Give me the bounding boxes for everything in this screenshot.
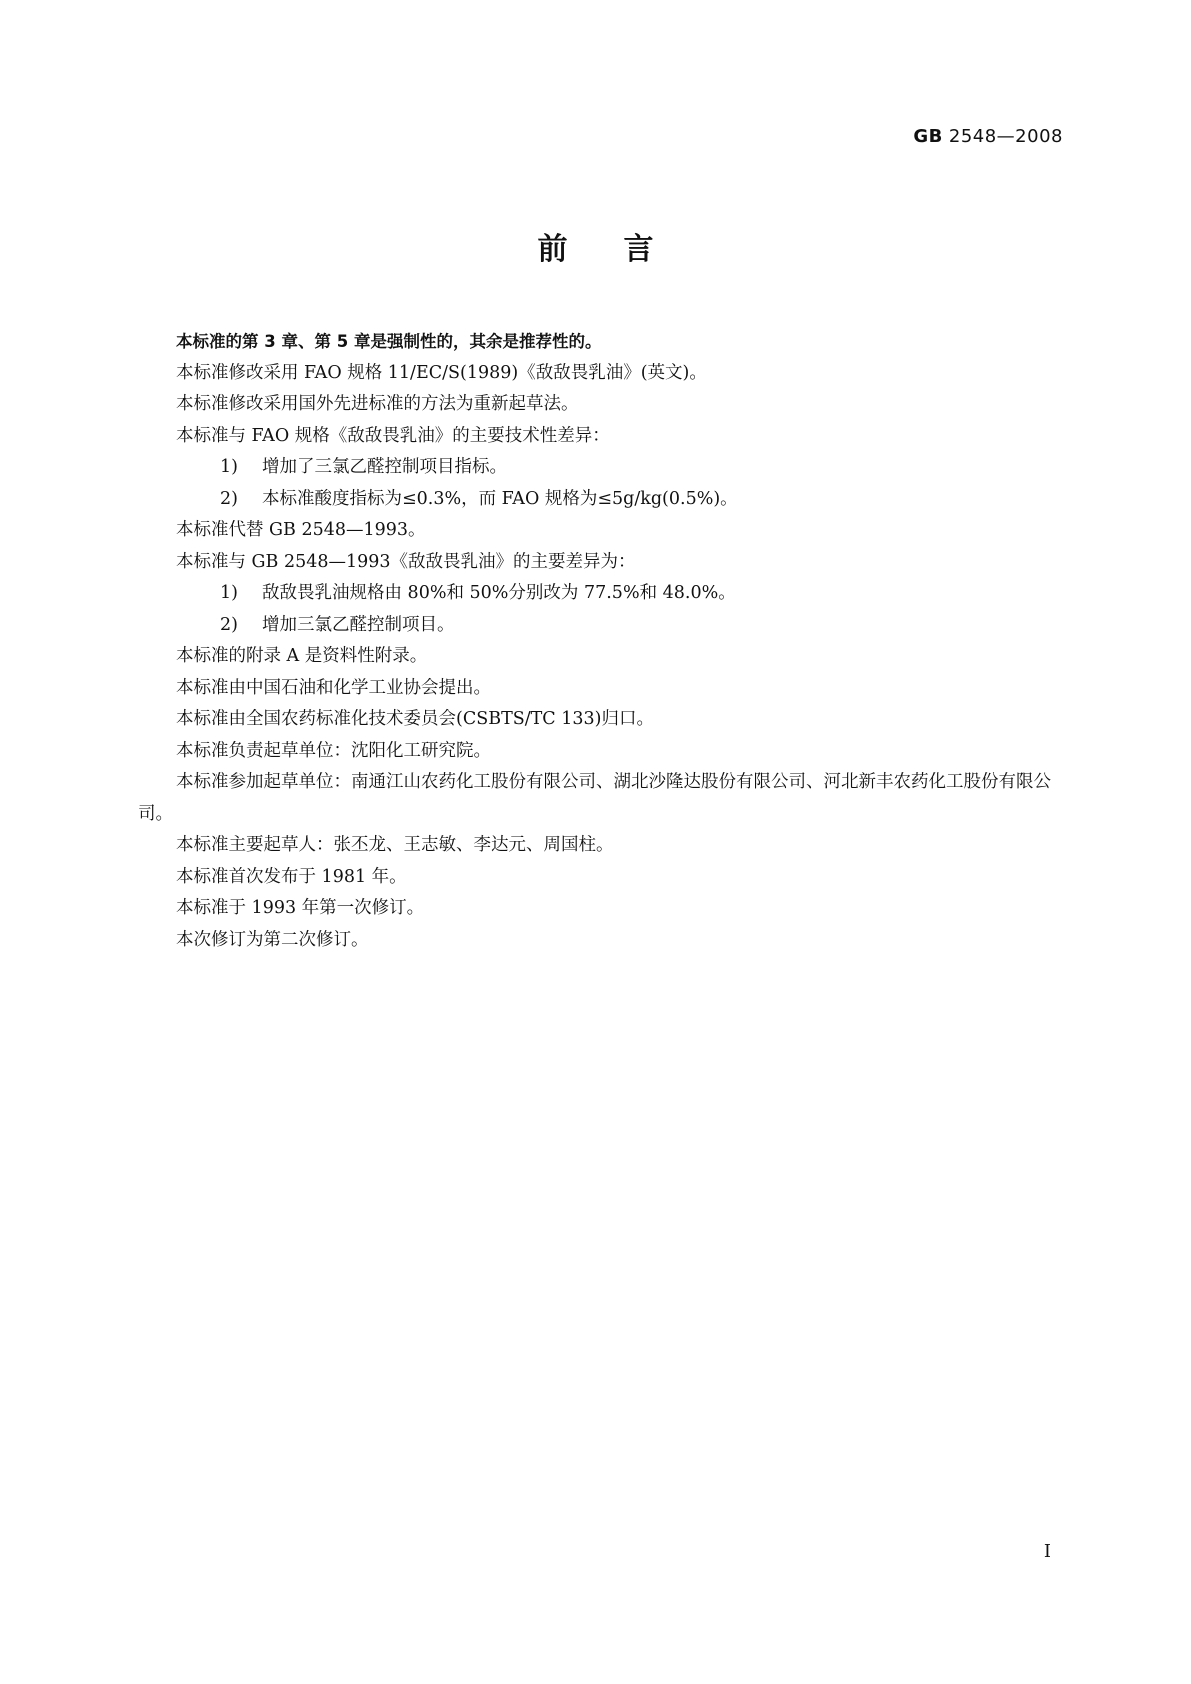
- lead-drafter-unit: 本标准负责起草单位：沈阳化工研究院。: [176, 740, 491, 761]
- proposer-statement: 本标准由中国石油和化学工业协会提出。: [176, 677, 491, 698]
- mandatory-statement: 本标准的第 3 章、第 5 章是强制性的，其余是推荐性的。: [176, 332, 602, 351]
- page-title: 前言: [537, 232, 710, 267]
- foreword-body: [138, 326, 1058, 956]
- participating-units: 本标准参加起草单位：南通江山农药化工股份有限公司、湖北沙隆达股份有限公司、河北新丰农药化工股份有限公司。: [138, 772, 1051, 824]
- replaces-statement: 本标准代替 GB 2548—1993。: [176, 520, 426, 540]
- first-publication: 本标准首次发布于 1981 年。: [176, 866, 407, 887]
- fao-difference-item: [138, 484, 1058, 516]
- list-text: 增加了三氯乙醛控制项目指标。: [262, 457, 507, 477]
- second-revision: 本次修订为第二次修订。: [176, 929, 369, 950]
- standard-number: [913, 126, 1063, 147]
- change-item: [138, 578, 1058, 610]
- adoption-statement: 本标准修改采用 FAO 规格 11/EC/S(1989)《敌敌畏乳油》(英文)。: [176, 362, 707, 383]
- fao-difference-item: [138, 452, 1058, 484]
- list-number: 1): [220, 583, 238, 603]
- list-text: 增加三氯乙醛控制项目。: [262, 614, 455, 635]
- list-text: 敌敌畏乳油规格由 80%和 50%分别改为 77.5%和 48.0%。: [262, 583, 736, 603]
- list-number: 2): [220, 488, 238, 509]
- change-item: [138, 610, 1058, 642]
- standard-code: 2548—2008: [948, 126, 1063, 147]
- appendix-statement: 本标准的附录 A 是资料性附录。: [176, 646, 428, 666]
- page-number: I: [1043, 1541, 1051, 1562]
- list-number: 1): [220, 457, 238, 477]
- drafting-method: 本标准修改采用国外先进标准的方法为重新起草法。: [176, 394, 579, 414]
- first-revision: 本标准于 1993 年第一次修订。: [176, 898, 425, 918]
- standard-prefix: GB: [913, 126, 943, 147]
- list-text: 本标准酸度指标为≤0.3%，而 FAO 规格为≤5g/kg(0.5%)。: [262, 488, 738, 509]
- main-drafters: 本标准主要起草人：张丕龙、王志敏、李达元、周国柱。: [176, 835, 614, 855]
- committee-statement: 本标准由全国农药标准化技术委员会(CSBTS/TC 133)归口。: [176, 709, 654, 729]
- list-number: 2): [220, 614, 238, 635]
- fao-differences-intro: 本标准与 FAO 规格《敌敌畏乳油》的主要技术性差异：: [176, 425, 610, 446]
- changes-intro: 本标准与 GB 2548—1993《敌敌畏乳油》的主要差异为：: [176, 551, 636, 572]
